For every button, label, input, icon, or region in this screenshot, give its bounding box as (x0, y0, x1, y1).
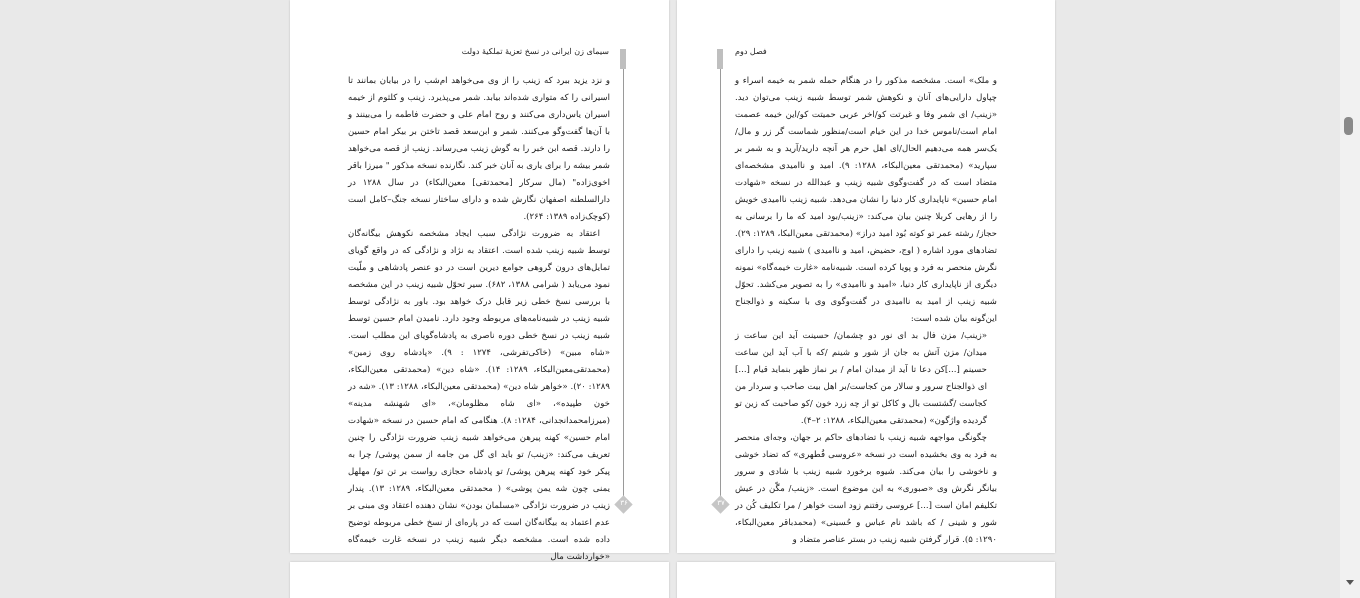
margin-rule (623, 49, 624, 501)
document-page-right (677, 0, 1055, 553)
running-header: سیمای زن ایرانی در نسخ تعزیهٔ تملکیهٔ دولت (461, 47, 609, 56)
scrollbar-thumb[interactable] (1344, 117, 1353, 135)
verse-quote: «زینب/ مزن فال بد ای نور دو چشمان/ حسینت آید این ساعت ز میدان/ مزن آتش به جان از شور و شینم /که با آب آید این ساعت حسینم [...]کن دعا تا آید از میدان امام / بر نماز ظهر بنماید قیام [...] ای ذوالجناح سرور و سالار من کجاست/بر اهل بیت صاحب و سردار من کجاست /گشتست بال و کاکل تو از چه زرد خون /کو صاحبت که زین تو گردیده واژگون» (محمدتقی معین‌البکاء، ۱۲۸۸: ۲–۴). (735, 331, 987, 426)
paragraph: اعتقاد به ضرورت نژادگی سبب ایجاد مشخصه نکوهش بیگانه‌گان توسط شبیه زینب شده است. اعتقاد به نژاد و نژادگی که در واقع گویای تمایل‌های درون گروهی جوامع دیرین است در دو عنصر پادشاهی و ملّیت نمود می‌یابد ( شرامی ۱۳۸۸، ۶۸۲). سیر تحوّل شبیه زینب در این مشخصه با بررسی نسخ خطی زیر قابل درک خواهد بود. باور به نژادگی توسط شبیه زینب در شبیه‌نامه‌های مربوطه وجود دارد. نامیدن امام حسین توسط شبیه زینب در نسخ خطی دوره ناصری به پادشاه‌گویای این مطلب است. «شاه مبین» (خاکی‌تفرشی، ۱۲۷۴ : ۹). «پادشاه روی زمین» (محمدتقی‌معین‌البکاء، ۱۲۸۹: ۱۴). «شاه دین» (محمدتقی معین‌البکاء، ۱۲۸۹: ۲۰). «خواهر شاه دین» (محمدتقی معین‌البکاء، ۱۲۸۸: ۱۳). «شه در خون طپیده»، «ای شاه مظلومان»، «ای شهنشه مدینه» (میرزامحمدانجدانی، ۱۲۸۴: ۸). هنگامی که امام حسین در نسخه «شهادت امام حسین» کهنه پیرهن می‌خواهد شبیه زینب ضرورت نژادگی را چنین تعریف می‌کند: «زینب/ تو باید ای گل من جامه از سمن پوشی/ چرا به پیکر خود کهنه پیرهن پوشی/ تو پادشاه حجازی رواست بر تن تو/ مهلهل یمنی چون شه یمن پوشی» ( محمدتقی معین‌البکاء، ۱۲۸۹: ۱۳). پندار زینب در ضرورت نژادگی «مسلمان بودن» نشان دهنده اعتقاد وی مبنی بر عدم اعتماد به بیگانه‌گان است که در پاره‌ای از نسخ خطی مربوطه توضیح داده شده است. مشخصه دیگر شبیه زینب در نسخه غارت خیمه‌گاه «خوارداشت مال (348, 229, 611, 562)
page-number: ۳۶ (620, 499, 628, 507)
scroll-down-arrow-icon[interactable] (1344, 578, 1356, 588)
next-page-right (677, 562, 1055, 598)
page-number-badge (711, 495, 731, 515)
page-body-text (348, 73, 610, 566)
margin-rule-cap (620, 49, 626, 69)
vertical-scrollbar[interactable] (1340, 0, 1360, 598)
page-number-badge (614, 495, 634, 515)
paragraph: و نزد یزید ببرد که زینب را از وی می‌خواهد ام‌شب را در بیابان بمانند تا اسیرانی را که متواری شده‌اند بیابد. شمر می‌پذیرد. زینب و کلثوم از خیمه اسیران یاس‌داری می‌کنند و روح امام علی و حضرت فاطمه را می‌بینند و با آن‌ها گفت‌وگو می‌کنند. شمر و ابن‌سعد قصد تاختن بر بیکر امام حسین را دارند. قصه ابن خبر را به گوش زینب می‌رساند. زینب از قصه می‌خواهد شمر بیشه را برای یاری به آنان خبر کند. نگارنده نسخه مذکور ‌" میرزا باقر اخوی‌زاده" (مال سرکار [محمدتقی] معین‌البکاء) در سال ۱۲۸۸ در دارالسلطنه اصفهان نگارش شده و دارای ساختار نسخه جنگ–کامل است (کوچک‌زاده ۱۳۸۹: ۲۶۴). (348, 76, 610, 222)
next-page-left (290, 562, 669, 598)
paragraph: و ملک» است. مشخصه مذکور را در هنگام حمله شمر به خیمه اسراء و چپاول دارایی‌های آنان و نکوهش شمر توسط شبیه زینب می‌توان دید. «زینب/ ای شمر وفا و غیرتت کو/اخر عربی حمیتت کو/این خیمه عصمت امام است/ناموس خدا در این خیام است/منظور شماست گر زر و مال/یک‌سر همه می‌دهیم الحال/ای اهل حرم هر آنچه دارید/آرید و به شمر بر سپارید» (محمدتقی معین‌البکاء، ۱۲۸۸: ۹). امید و ناامیدی مشخصه‌ای متضاد است که در گفت‌وگوی شبیه زینب و عبدالله در نسخه «شهادت امام حسین» ناپایداری کار دنیا را نشان می‌دهد. شبیه زینب ناامیدی خویش را از رهایی کربلا چنین بیان می‌کند: «زینب/بود امید که ما را برسانی به حجاز/ رشته عمر تو کوته بُود امید دراز» (محمدتقی معین‌البکا، ۱۲۸۹: ۲۹). تضادهای مورد اشاره ( اوج، حضیض، امید و ناامیدی ) شبیه زینب را دارای نگرش منحصر به فرد و پویا کرده است. شبیه‌نامه «غارت خیمه‌گاه» نمونه دیگری از ناپایداری کار دنیا، «امید و ناامیدی» را به تصویر می‌کشد. تحوّل شبیه زینب از امید به ناامیدی در گفت‌وگوی وی با سکینه و ذوالجناح این‌گونه بیان شده است: (735, 76, 997, 324)
page-body-text (735, 73, 997, 549)
paragraph: چگونگی مواجهه شبیه زینب با تضادهای حاکم بر جهان، وجه‌ای منحصر به فرد به وی بخشیده است در نسخه «عروسی قُطهری» که تضاد خوشی و ناخوشی را بیان می‌کند. شیوه برخورد شبیه زینب با شادی و سرور بیانگر نگرش وی «صبوری» به این موضوع است. «زینب/ مگّن در عیش تکلیفم امان است [...] عروسی رفتنم زود است خواهر / مرا تکلیف کُن در شور و شینی / که باشد نام عباس و حُسینی» (محمدباقر معین‌البکاء، ۱۲۹۰: ۵). قرار گرفتن شبیه زینب در بستر عناصر متضاد و (735, 433, 997, 545)
margin-rule-cap (717, 49, 723, 69)
margin-rule (720, 49, 721, 501)
page-number: ۳۷ (717, 499, 725, 507)
document-page-left (290, 0, 669, 562)
running-header: فصل دوم (735, 47, 767, 56)
